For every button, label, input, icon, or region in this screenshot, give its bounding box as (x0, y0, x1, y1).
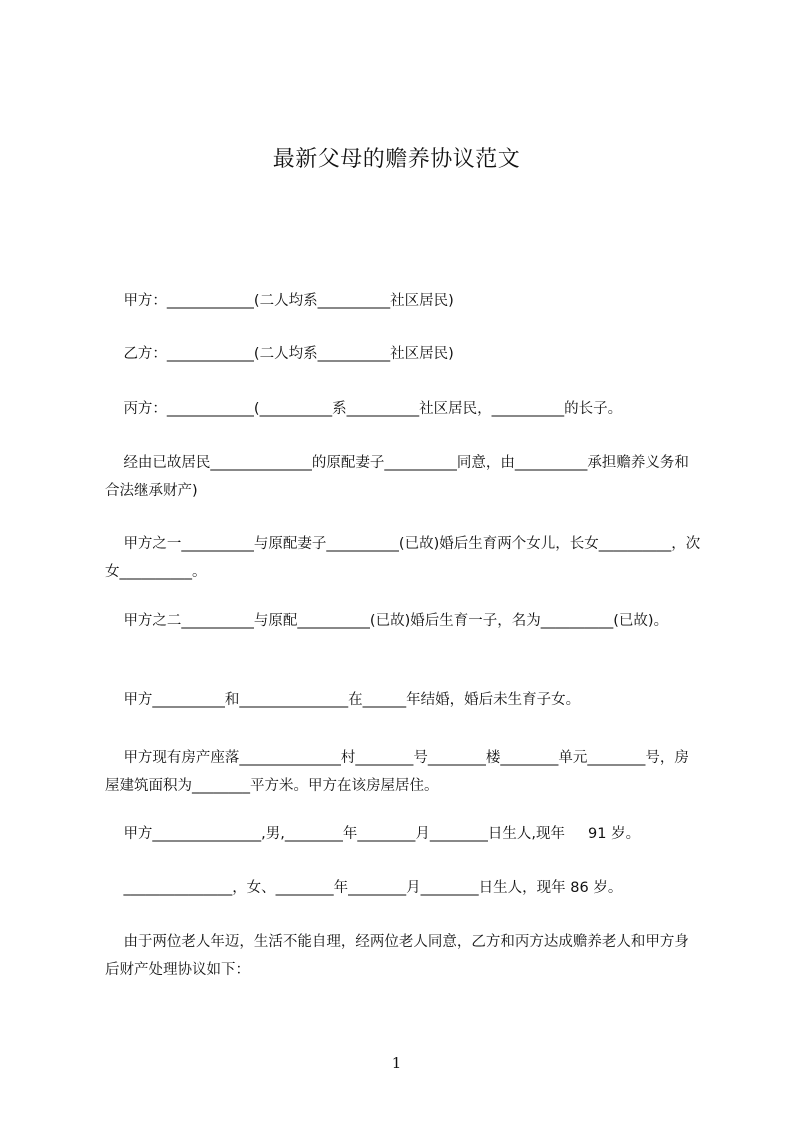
paragraph-party-b: 乙方：____________(二人均系__________社区居民) (105, 346, 454, 362)
paragraph-woman-age: _______________，女、________年________月________日生人，现年 86 岁。 (105, 880, 623, 896)
paragraph-party-a: 甲方：____________(二人均系__________社区居民) (105, 293, 454, 309)
paragraph-man-age: 甲方_______________,男,________年________月________日生人,现年 91 岁。 (105, 826, 641, 842)
paragraph-party-a-two: 甲方之二__________与原配__________(已故)婚后生育一子，名为__________(已故)。 (105, 613, 669, 629)
paragraph-property: 甲方现有房产座落______________村________号________楼________单元________号，房屋建筑面积为________平方米。甲方在该房屋居住。 (105, 750, 689, 794)
paragraph-agreement-intro: 由于两位老人年迈，生活不能自理，经两位老人同意，乙方和丙方达成赡养老人和甲方身后财产处理协议如下： (105, 934, 689, 978)
paragraph-inheritance: 经由已故居民______________的原配妻子__________同意，由__________承担赡养义务和合法继承财产) (105, 455, 689, 499)
page-number: 1 (391, 1054, 402, 1072)
document-title: 最新父母的赡养协议范文 (272, 147, 521, 172)
paragraph-party-c: 丙方：____________(__________系__________社区居民，__________的长子。 (105, 401, 623, 417)
paragraph-party-a-one: 甲方之一__________与原配妻子__________(已故)婚后生育两个女儿，长女__________，次女__________。 (105, 536, 701, 580)
paragraph-marriage: 甲方__________和_______________在______年结婚，婚后未生育子女。 (105, 692, 581, 708)
